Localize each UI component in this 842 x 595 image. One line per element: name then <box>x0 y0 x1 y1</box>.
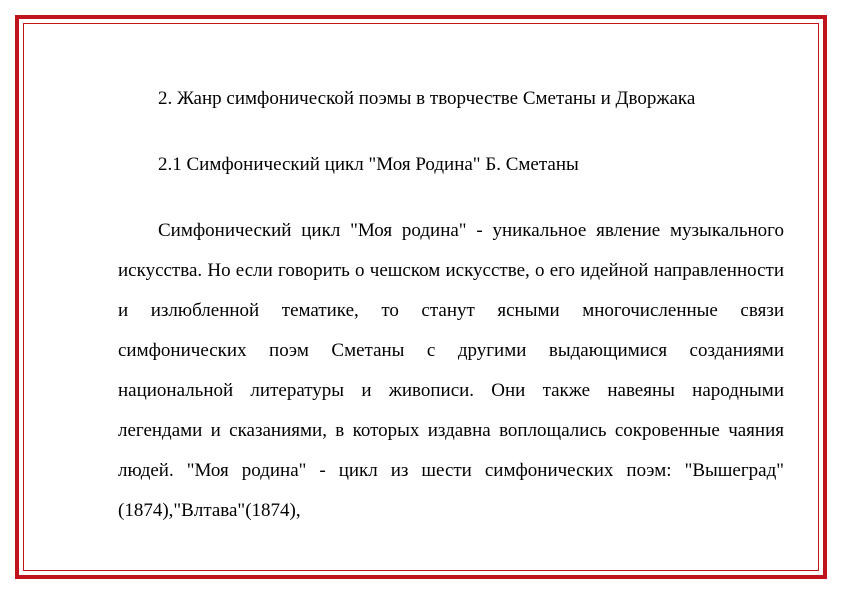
chapter-heading: 2. Жанр симфонической поэмы в творчестве Сметаны и Дворжака <box>158 88 696 109</box>
document-content <box>118 86 784 531</box>
section-heading: 2.1 Симфонический цикл "Моя Родина" Б. Сметаны <box>158 154 579 175</box>
body-paragraph: Симфонический цикл "Моя родина" - уникальное явление музыкального искусства. Но если говорить о чешском искусстве, о его идейной направленности и излюбленной тематике, то станут ясными многочисленные связи симфонических поэм Сметаны с другими выдающимися созданиями национальной литературы и живописи. Они также навеяны народными легендами и сказаниями, в которых издавна воплощались сокровенные чаяния людей. "Моя родина" - цикл из шести симфонических поэм: "Вышеград"(1874),"Влтава"(1874), <box>118 220 784 521</box>
